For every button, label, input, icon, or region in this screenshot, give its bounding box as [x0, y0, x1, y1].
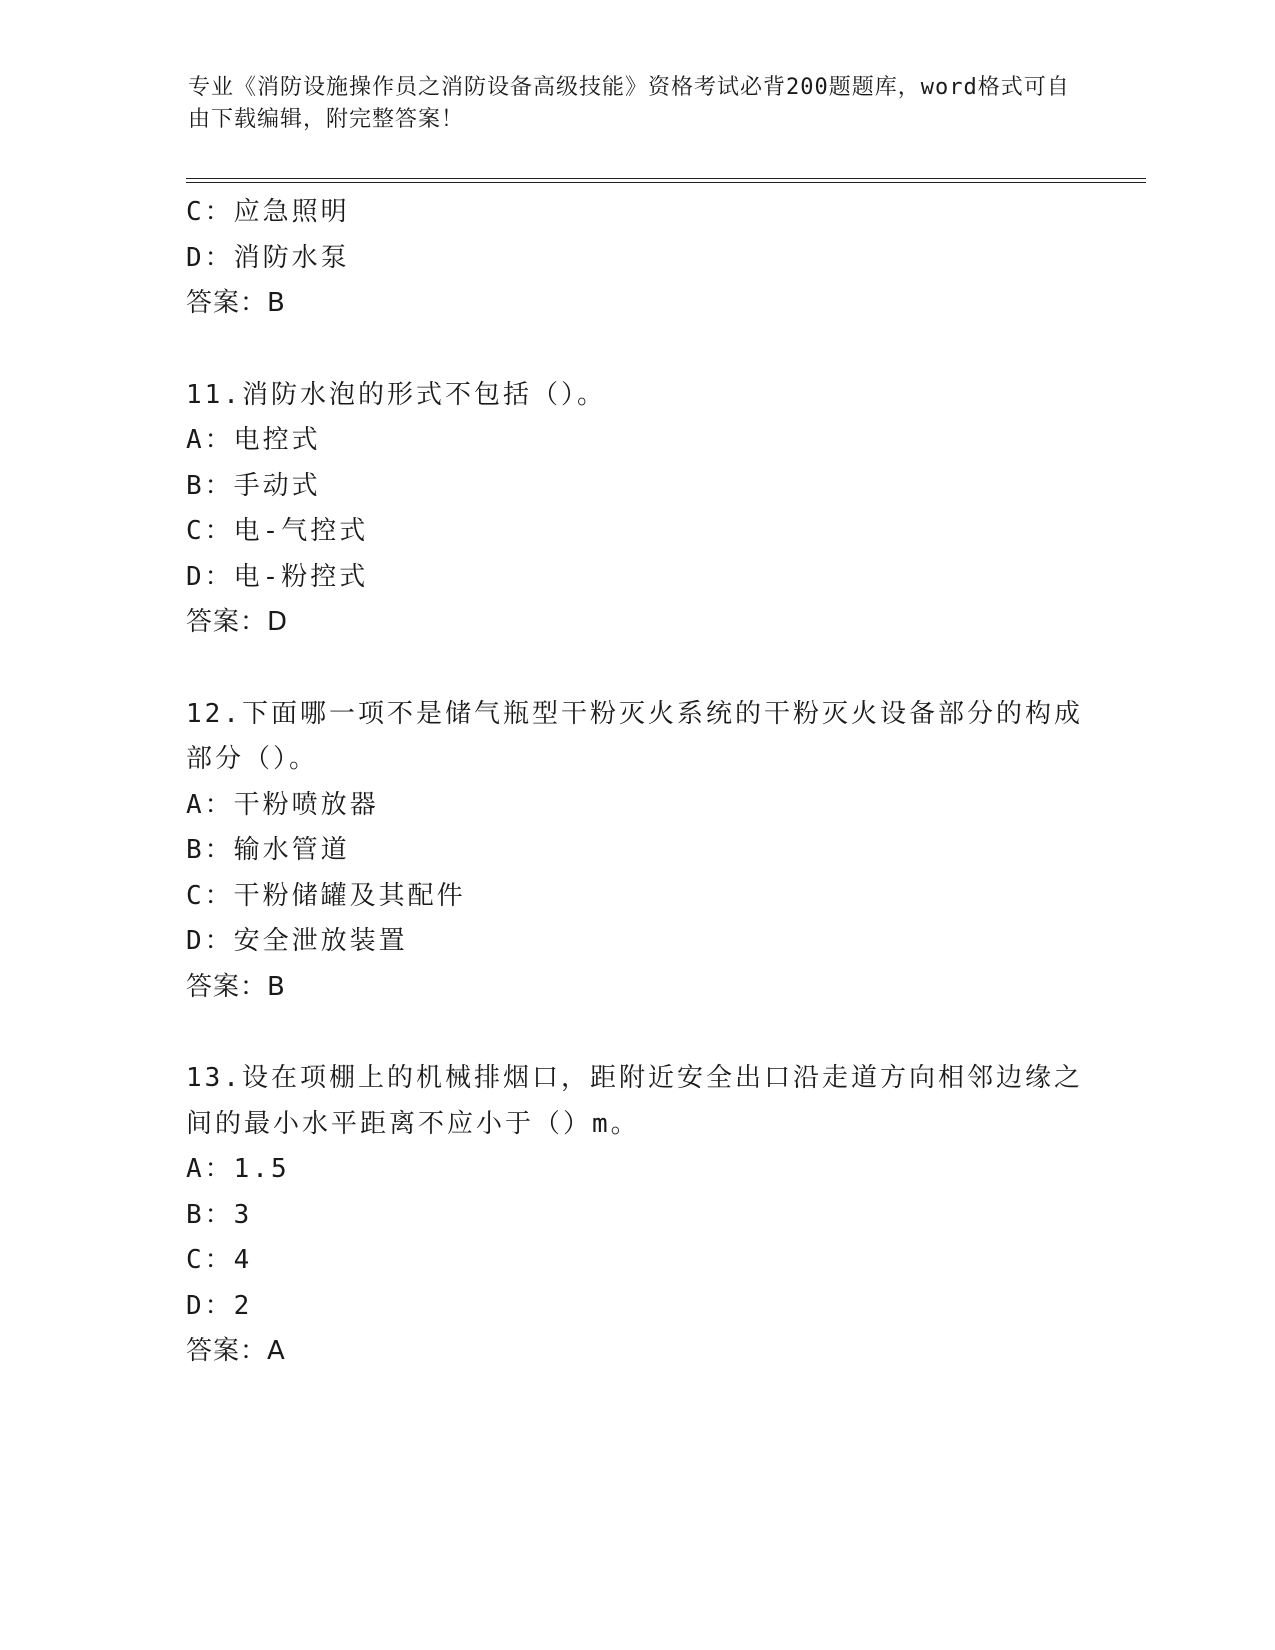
option-c [186, 190, 1086, 236]
option-text: 1.5 [233, 1154, 290, 1184]
spacer [186, 1010, 1086, 1056]
option-label: D： [186, 561, 234, 592]
header-divider [186, 178, 1146, 183]
question-13 [186, 1056, 1086, 1375]
answer-line: 答案：A [186, 1336, 286, 1366]
option-label: A： [186, 1154, 234, 1184]
document-body [186, 190, 1086, 1375]
option-b [186, 464, 1086, 510]
spacer [186, 327, 1086, 373]
option-label: B： [186, 470, 234, 501]
option-b [186, 1193, 1086, 1239]
option-label: D： [186, 1290, 234, 1321]
question-stem: 11.消防水泡的形式不包括（）。 [186, 379, 606, 410]
option-text: 应急照明 [233, 197, 350, 227]
option-text: 电-粉控式 [233, 561, 369, 592]
question-stem: 13.设在项棚上的机械排烟口，距附近安全出口沿走道方向相邻边缘之间的最小水平距离不应小于（）m。 [186, 1063, 1083, 1139]
answer-line: 答案：B [186, 288, 286, 318]
option-a [186, 1147, 1086, 1193]
question-stem: 12.下面哪一项不是储气瓶型干粉灭火系统的干粉灭火设备部分的构成部分（）。 [186, 698, 1083, 774]
option-d [186, 236, 1086, 282]
option-label: A： [186, 425, 234, 455]
option-label: C： [186, 880, 234, 911]
option-label: C： [186, 197, 234, 227]
option-c [186, 509, 1086, 555]
option-text: 3 [233, 1199, 253, 1230]
option-d [186, 555, 1086, 601]
option-text: 安全泄放装置 [233, 926, 408, 956]
spacer [186, 646, 1086, 692]
question-text [186, 1056, 1086, 1147]
option-d [186, 919, 1086, 965]
option-label: A： [186, 789, 234, 820]
option-text: 手动式 [233, 470, 321, 501]
question-11 [186, 373, 1086, 646]
option-text: 2 [233, 1290, 253, 1321]
option-a [186, 418, 1086, 464]
option-c [186, 874, 1086, 920]
option-text: 输水管道 [233, 835, 350, 865]
option-d [186, 1284, 1086, 1330]
option-label: C： [186, 516, 234, 546]
question-12 [186, 692, 1086, 1011]
option-label: D： [186, 242, 234, 273]
answer-line: 答案：B [186, 971, 286, 1002]
option-text: 干粉喷放器 [233, 789, 379, 820]
option-a [186, 783, 1086, 829]
question-text [186, 373, 1086, 419]
document-header: 专业《消防设施操作员之消防设备高级技能》资格考试必背200题题库，word格式可自由下载编辑，附完整答案！ [188, 75, 1070, 132]
option-text: 干粉储罐及其配件 [233, 880, 466, 911]
question-text [186, 692, 1086, 783]
option-label: C： [186, 1245, 234, 1275]
option-text: 电-气控式 [233, 516, 369, 546]
option-text: 4 [233, 1245, 253, 1275]
answer-line: 答案：D [186, 607, 289, 637]
option-text: 电控式 [233, 425, 321, 455]
option-b [186, 828, 1086, 874]
option-c [186, 1238, 1086, 1284]
option-label: B： [186, 835, 234, 865]
option-label: D： [186, 926, 234, 956]
question-10-continuation [186, 190, 1086, 327]
option-label: B： [186, 1199, 234, 1230]
option-text: 消防水泵 [233, 242, 350, 273]
